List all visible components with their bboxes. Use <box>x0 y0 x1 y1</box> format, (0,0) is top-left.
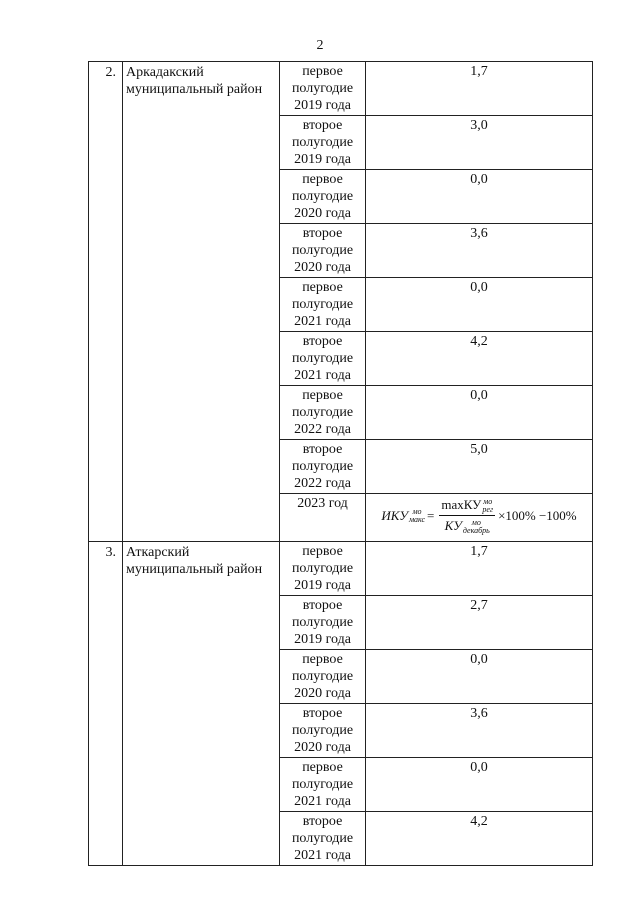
tariff-index-table <box>88 61 593 866</box>
period-cell: второе полугодие 2021 года <box>280 812 366 866</box>
formula-cell <box>366 494 593 542</box>
formula-lhs-sup: мо <box>412 506 422 516</box>
index-value-cell: 5,0 <box>366 440 593 494</box>
index-value-cell: 1,7 <box>366 542 593 596</box>
index-value-cell: 2,7 <box>366 596 593 650</box>
formula-tail: ×100% −100% <box>498 508 577 524</box>
row-number: 2. <box>89 62 123 542</box>
index-value-cell: 3,6 <box>366 704 593 758</box>
formula-numerator: maxКУ <box>441 497 482 512</box>
formula-lhs: ИКУ <box>381 508 408 524</box>
period-cell: второе полугодие 2022 года <box>280 440 366 494</box>
formula-den-sub: декабрь <box>462 526 490 536</box>
table-row <box>89 542 593 596</box>
max-index-formula <box>366 496 592 535</box>
period-cell: первое полугодие 2020 года <box>280 650 366 704</box>
index-value-cell: 4,2 <box>366 812 593 866</box>
period-cell: первое полугодие 2022 года <box>280 386 366 440</box>
page-number: 2 <box>316 38 324 53</box>
index-value-cell: 0,0 <box>366 386 593 440</box>
index-value-cell: 3,6 <box>366 224 593 278</box>
period-cell: второе полугодие 2019 года <box>280 116 366 170</box>
period-cell: первое полугодие 2020 года <box>280 170 366 224</box>
index-value-cell: 1,7 <box>366 62 593 116</box>
index-value-cell: 3,0 <box>366 116 593 170</box>
period-cell: первое полугодие 2019 года <box>280 542 366 596</box>
formula-equals: = <box>427 508 435 524</box>
index-value-cell: 0,0 <box>366 758 593 812</box>
period-cell: второе полугодие 2019 года <box>280 596 366 650</box>
period-cell: первое полугодие 2019 года <box>280 62 366 116</box>
formula-fraction <box>439 496 495 535</box>
index-value-cell: 0,0 <box>366 170 593 224</box>
period-cell: второе полугодие 2020 года <box>280 224 366 278</box>
formula-denominator: КУ <box>444 518 462 534</box>
row-number: 3. <box>89 542 123 866</box>
table-row <box>89 62 593 116</box>
formula-lhs-sub: макс <box>408 514 426 524</box>
district-name: Аркадакский муниципальный район <box>123 62 280 542</box>
index-value-cell: 0,0 <box>366 278 593 332</box>
period-cell: первое полугодие 2021 года <box>280 278 366 332</box>
period-cell: 2023 год <box>280 494 366 542</box>
formula-num-sub: рег <box>482 505 494 515</box>
index-value-cell: 0,0 <box>366 650 593 704</box>
formula-num-sup: мо <box>483 497 493 507</box>
period-cell: первое полугодие 2021 года <box>280 758 366 812</box>
district-name: Аткарский муниципальный район <box>123 542 280 866</box>
period-cell: второе полугодие 2021 года <box>280 332 366 386</box>
index-value-cell: 4,2 <box>366 332 593 386</box>
formula-den-sup: мо <box>471 518 481 528</box>
period-cell: второе полугодие 2020 года <box>280 704 366 758</box>
